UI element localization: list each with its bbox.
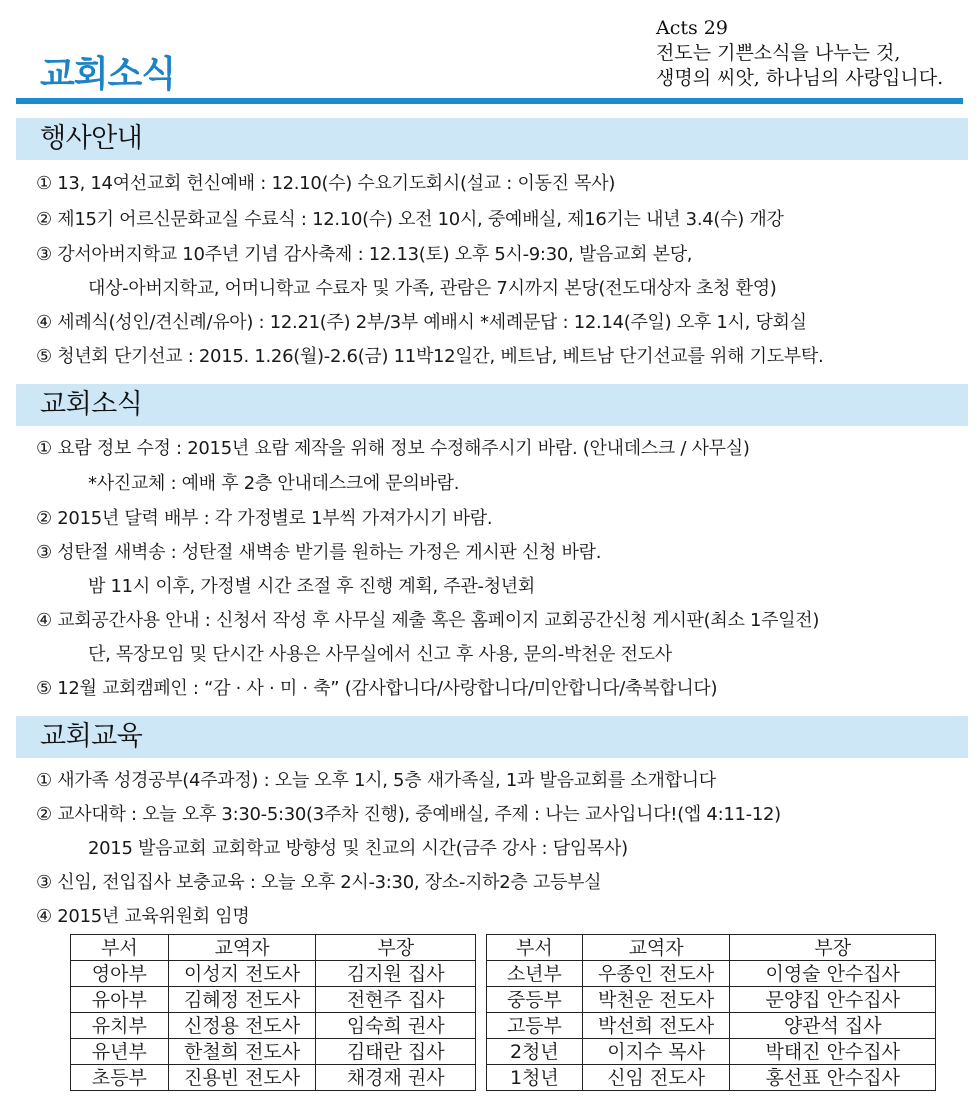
table-cell: 홍선표 안수집사 [730,1065,936,1091]
table-cell: 문양집 안수집사 [730,987,936,1013]
table-row [487,1039,936,1065]
table-cell: 이성지 전도사 [168,961,316,987]
event-item: ① 13, 14여선교회 헌신예배 : 12.10(수) 수요기도회시(설교 : 이동진 목사) [36,173,616,194]
event-item: ② 제15기 어르신문화교실 수료식 : 12.10(수) 오전 10시, 중예배실, 제16기는 내년 3.4(수) 개강 [36,209,784,230]
table-cell: 신정용 전도사 [168,1013,316,1039]
news-item-continuation: *사진교체 : 예배 후 2층 안내데스크에 문의바람. [88,473,460,494]
table-cell: 1청년 [487,1065,583,1091]
table-cell: 양관석 집사 [730,1013,936,1039]
table-row [487,961,936,987]
table-cell: 이지수 목사 [582,1039,730,1065]
section-heading-events: 행사안내 [16,118,968,160]
verse-reference: Acts 29 [656,17,728,39]
column-header-department: 부서 [71,935,169,961]
table-row [71,961,476,987]
education-item-continuation: 2015 발음교회 교회학교 방향성 및 친교의 시간(금주 강사 : 담임목사) [88,838,628,859]
table-cell: 유년부 [71,1039,169,1065]
section-heading-education: 교회교육 [16,716,968,758]
table-row [487,1013,936,1039]
page-title: 교회소식 [40,54,176,95]
table-header-row [71,935,476,961]
table-cell: 이영술 안수집사 [730,961,936,987]
table-cell: 김지원 집사 [316,961,476,987]
news-item: ③ 성탄절 새벽송 : 성탄절 새벽송 받기를 원하는 가정은 게시판 신청 바람. [36,542,602,563]
table-cell: 박선희 전도사 [582,1013,730,1039]
news-item-continuation: 밤 11시 이후, 가정별 시간 조절 후 진행 계획, 주관-청년회 [88,576,535,597]
table-cell: 중등부 [487,987,583,1013]
news-item: ⑤ 12월 교회캠페인 : “감 · 사 · 미 · 축” (감사합니다/사랑합니다/미안합니다/축복합니다) [36,678,718,699]
news-item: ② 2015년 달력 배부 : 각 가정별로 1부씩 가져가시기 바람. [36,508,493,529]
table-cell: 우종인 전도사 [582,961,730,987]
table-cell: 유아부 [71,987,169,1013]
verse-line: 전도는 기쁜소식을 나누는 것, [656,42,901,64]
table-cell: 김태란 집사 [316,1039,476,1065]
committee-table-left [70,934,476,1091]
event-item: ⑤ 청년회 단기선교 : 2015. 1.26(월)-2.6(금) 11박12일간, 베트남, 베트남 단기선교를 위해 기도부탁. [36,346,824,367]
table-cell: 영아부 [71,961,169,987]
title-divider [16,98,963,104]
education-item: ② 교사대학 : 오늘 오후 3:30-5:30(3주차 진행), 중예배실, 주제 : 나는 교사입니다!(엡 4:11-12) [36,804,781,825]
news-item: ① 요람 정보 수정 : 2015년 요람 제작을 위해 정보 수정해주시기 바람. (안내데스크 / 사무실) [36,438,750,459]
event-item: ③ 강서아버지학교 10주년 기념 감사축제 : 12.13(토) 오후 5시-9:30, 발음교회 본당, [36,244,693,265]
news-item: ④ 교회공간사용 안내 : 신청서 작성 후 사무실 제출 혹은 홈페이지 교회공간신청 게시판(최소 1주일전) [36,610,820,631]
education-item: ④ 2015년 교육위원회 임명 [36,906,250,927]
column-header-director: 부장 [316,935,476,961]
table-cell: 초등부 [71,1065,169,1091]
table-row [71,1039,476,1065]
table-cell: 진용빈 전도사 [168,1065,316,1091]
event-item: ④ 세례식(성인/견신례/유아) : 12.21(주) 2부/3부 예배시 *세례문답 : 12.14(주일) 오후 1시, 당회실 [36,312,807,333]
table-cell: 유치부 [71,1013,169,1039]
column-header-minister: 교역자 [582,935,730,961]
table-cell: 소년부 [487,961,583,987]
verse-line: 생명의 씨앗, 하나님의 사랑입니다. [656,67,944,89]
table-row [487,987,936,1013]
table-row [71,987,476,1013]
table-header-row [487,935,936,961]
table-cell: 한철희 전도사 [168,1039,316,1065]
table-cell: 임숙희 권사 [316,1013,476,1039]
verse-block [656,16,943,91]
news-item-continuation: 단, 목장모임 및 단시간 사용은 사무실에서 신고 후 사용, 문의-박천운 전도사 [88,644,672,665]
education-item: ③ 신임, 전입집사 보충교육 : 오늘 오후 2시-3:30, 장소-지하2층 고등부실 [36,872,602,893]
table-cell: 박천운 전도사 [582,987,730,1013]
table-row [487,1065,936,1091]
column-header-department: 부서 [487,935,583,961]
column-header-minister: 교역자 [168,935,316,961]
table-cell: 고등부 [487,1013,583,1039]
table-row [71,1065,476,1091]
table-cell: 박태진 안수집사 [730,1039,936,1065]
table-cell: 전현주 집사 [316,987,476,1013]
table-row [71,1013,476,1039]
table-cell: 신임 전도사 [582,1065,730,1091]
event-item-continuation: 대상-아버지학교, 어머니학교 수료자 및 가족, 관람은 7시까지 본당(전도대상자 초청 환영) [88,278,777,299]
table-cell: 2청년 [487,1039,583,1065]
table-cell: 채경재 권사 [316,1065,476,1091]
section-heading-news: 교회소식 [16,384,968,426]
table-cell: 김혜정 전도사 [168,987,316,1013]
committee-table-right [486,934,936,1091]
column-header-director: 부장 [730,935,936,961]
education-item: ① 새가족 성경공부(4주과정) : 오늘 오후 1시, 5층 새가족실, 1과 발음교회를 소개합니다 [36,770,716,791]
